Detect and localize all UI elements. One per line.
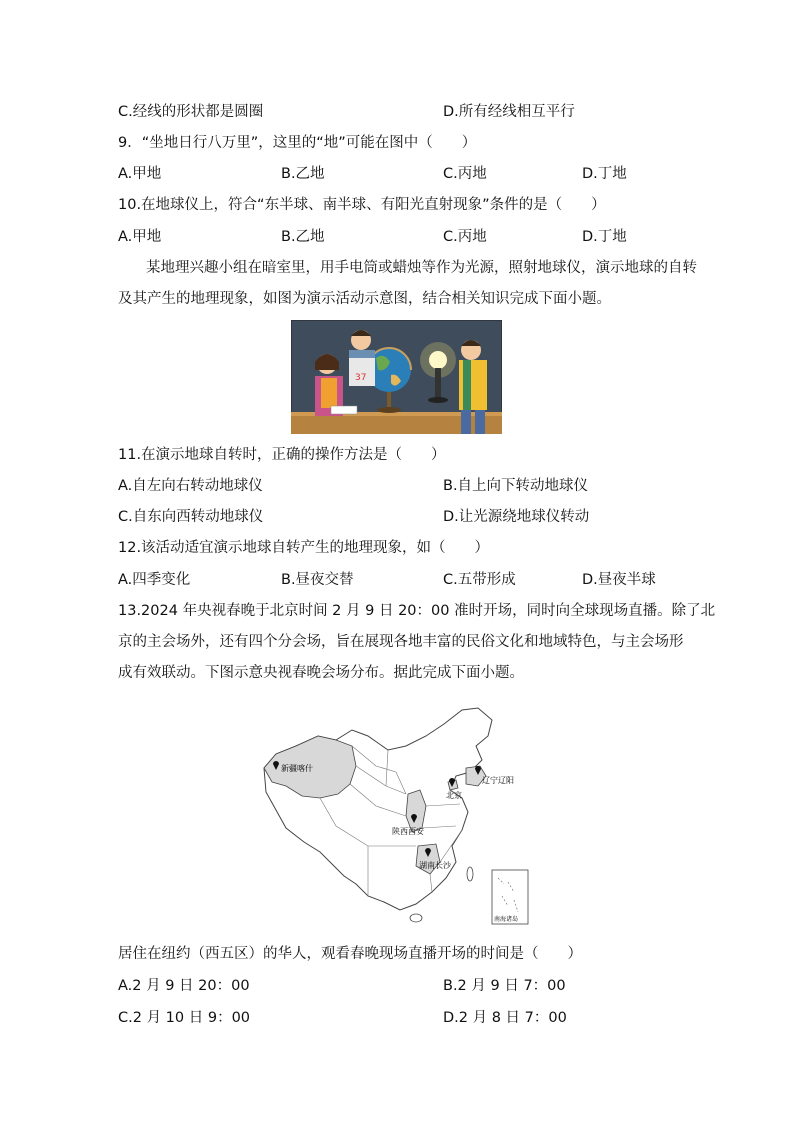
label-shaanxi: 陕西西安 <box>392 827 424 836</box>
q10-option-c: C.丙地 <box>443 229 487 245</box>
q11-option-b: B.自上向下转动地球仪 <box>443 478 589 494</box>
label-beijing: 北京 <box>446 791 462 800</box>
q13-line-1: 13.2024 年央视春晚于北京时间 2 月 9 日 20：00 准时开场，同时向全球现场直播。除了北 <box>118 603 716 619</box>
q9-option-d: D.丁地 <box>582 166 627 182</box>
q11-option-d: D.让光源绕地球仪转动 <box>443 509 590 525</box>
intro-line-2: 及其产生的地理现象，如图为演示活动示意图，结合相关知识完成下面小题。 <box>118 291 611 307</box>
q8-option-c: C.经线的形状都是圆圈 <box>118 104 264 120</box>
q11-option-c: C.自东向西转动地球仪 <box>118 509 264 525</box>
q10-stem: 10.在地球仪上，符合“东半球、南半球、有阳光直射现象”条件的是（ ） <box>118 197 606 213</box>
q9-stem: 9．“坐地日行八万里”，这里的“地”可能在图中（ ） <box>118 135 477 151</box>
q13-option-b: B.2 月 9 日 7：00 <box>443 978 566 994</box>
globe-number: 37 <box>355 373 367 383</box>
q10-option-a: A.甲地 <box>118 229 162 245</box>
q11-option-a: A.自左向右转动地球仪 <box>118 478 263 494</box>
globe-demo-illustration <box>291 320 502 434</box>
q13-option-d: D.2 月 8 日 7：00 <box>443 1010 567 1026</box>
label-hunan: 湖南长沙 <box>419 861 451 870</box>
q10-option-d: D.丁地 <box>582 229 627 245</box>
q12-stem: 12.该活动适宜演示地球自转产生的地理现象，如（ ） <box>118 540 490 556</box>
q9-option-b: B.乙地 <box>281 166 325 182</box>
q13-option-a: A.2 月 9 日 20：00 <box>118 978 250 994</box>
q9-option-a: A.甲地 <box>118 166 162 182</box>
q12-option-b: B.昼夜交替 <box>281 572 354 588</box>
q13-line-2: 京的主会场外，还有四个分会场，旨在展现各地丰富的民俗文化和地域特色，与主会场形 <box>118 634 684 650</box>
q8-option-d: D.所有经线相互平行 <box>443 104 575 120</box>
label-inset: 南海诸岛 <box>494 916 519 923</box>
china-gala-venue-map <box>256 706 536 926</box>
q12-option-d: D.昼夜半球 <box>582 572 656 588</box>
q13-sub-stem: 居住在纽约（西五区）的华人，观看春晚现场直播开场的时间是（ ） <box>118 946 582 962</box>
intro-line-1: 某地理兴趣小组在暗室里，用手电筒或蜡烛等作为光源，照射地球仪，演示地球的自转 <box>146 260 697 276</box>
q11-stem: 11.在演示地球自转时，正确的操作方法是（ ） <box>118 447 446 463</box>
q12-option-a: A.四季变化 <box>118 572 191 588</box>
label-liaoning: 辽宁辽阳 <box>482 776 514 785</box>
q9-option-c: C.丙地 <box>443 166 487 182</box>
label-xinjiang: 新疆喀什 <box>281 764 313 773</box>
q12-option-c: C.五带形成 <box>443 572 516 588</box>
q13-option-c: C.2 月 10 日 9：00 <box>118 1010 251 1026</box>
q10-option-b: B.乙地 <box>281 229 325 245</box>
q13-line-3: 成有效联动。下图示意央视春晚会场分布。据此完成下面小题。 <box>118 665 524 681</box>
